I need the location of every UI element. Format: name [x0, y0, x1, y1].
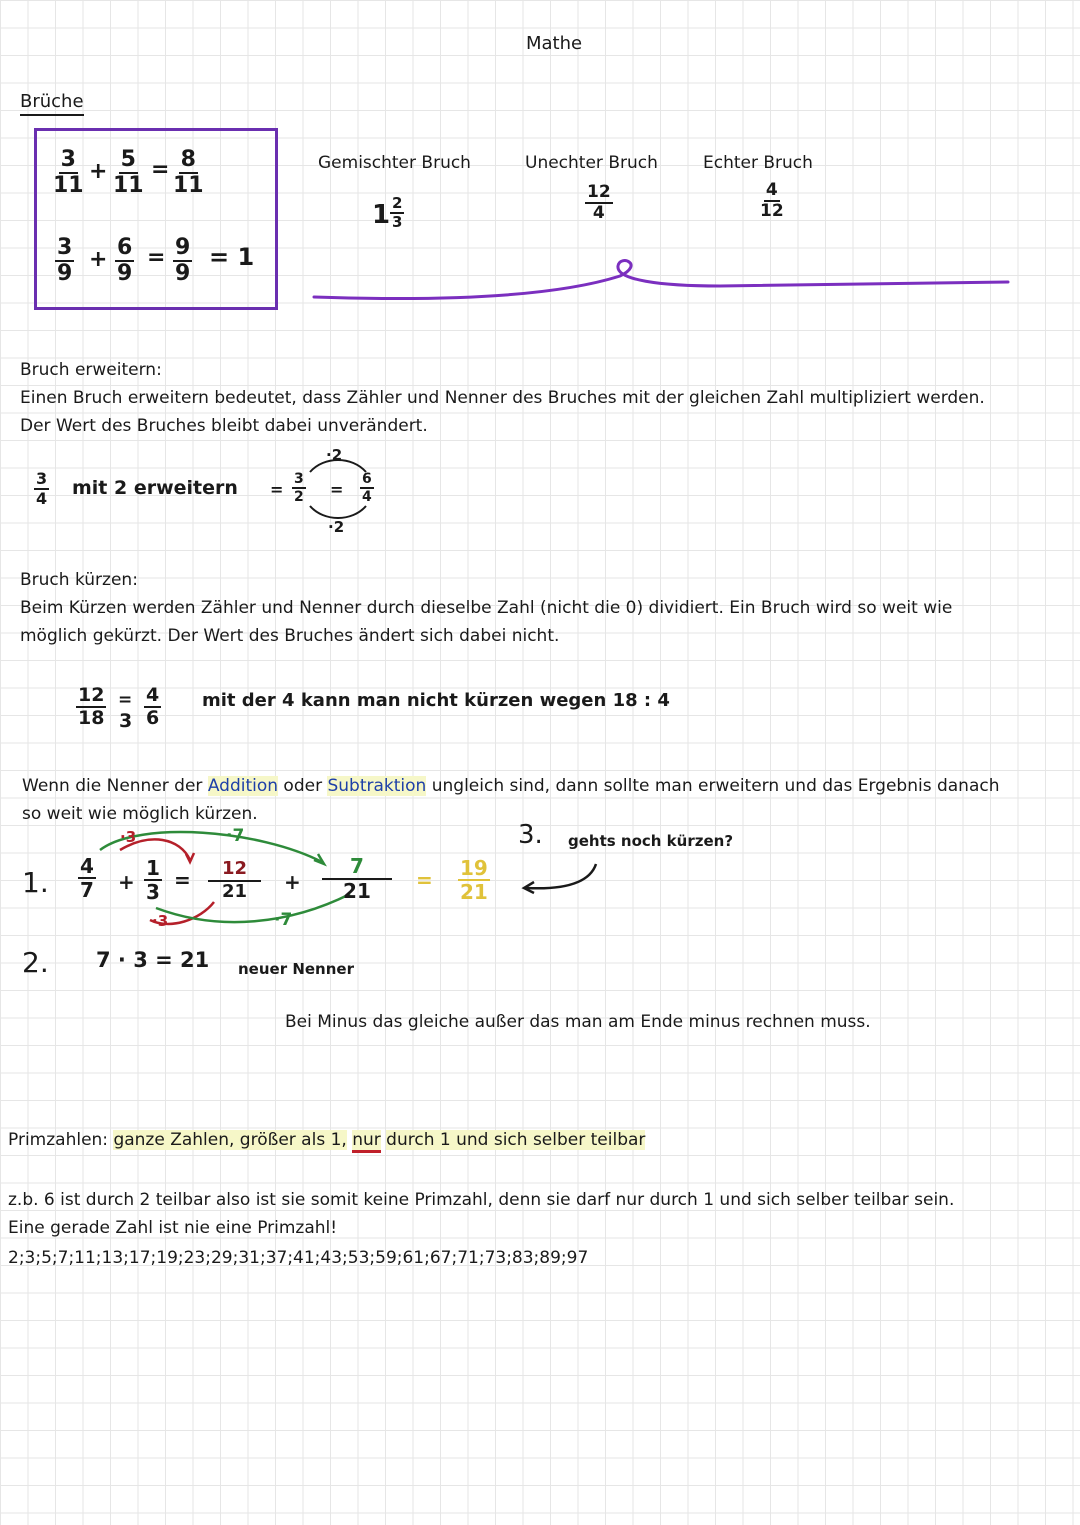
fraction-example-box	[34, 128, 278, 310]
multiplier: ·7	[226, 826, 245, 846]
type-label-proper: Echter Bruch	[703, 153, 813, 173]
step-number-3: 3.	[518, 820, 543, 850]
fraction: $\frac{4}{7}$	[80, 854, 94, 902]
type-label-mixed: Gemischter Bruch	[318, 153, 471, 173]
addition-text-pre: Wenn die Nenner der	[22, 776, 208, 796]
step-number-2: 2.	[22, 946, 49, 979]
primzahlen-label: Primzahlen:	[8, 1130, 109, 1150]
operator: +	[118, 870, 135, 894]
expand-arcs	[288, 456, 388, 526]
multiplier: ·3	[120, 828, 137, 846]
fraction: $\frac{8}{11}$	[173, 147, 204, 198]
fraction: $\frac{6}{9}$	[117, 235, 133, 286]
addition-text-1	[22, 772, 1000, 800]
fraction: $\frac{12}{18}$	[78, 684, 105, 729]
operator: +	[89, 247, 108, 272]
kuerzen-text-2: möglich gekürzt. Der Wert des Bruches ändert sich dabei nicht.	[20, 626, 560, 646]
kuerzen-text-1: Beim Kürzen werden Zähler und Nenner durch dieselbe Zahl (nicht die 0) dividiert. Ein Bruch wird so weit wie	[20, 598, 953, 618]
operator: =	[151, 157, 170, 182]
fraction: $\frac{5}{11}$	[113, 147, 144, 198]
primzahlen-nur: nur	[352, 1130, 381, 1153]
result-fraction: $\frac{19}{21}$	[460, 856, 488, 904]
mixed-fraction-part: $\frac{2}{3}$	[392, 194, 403, 231]
proper-fraction: $\frac{4}{12}$	[760, 180, 784, 221]
fraction: $\frac{4}{6}$	[146, 684, 160, 729]
section-title-kuerzen: Bruch kürzen:	[20, 570, 138, 590]
mixed-fraction-whole: 1	[372, 200, 391, 230]
page-title: Mathe	[526, 33, 583, 54]
operator: =	[270, 480, 284, 499]
multiplier: ·7	[274, 910, 293, 930]
result: = 1	[209, 243, 255, 271]
fraction: $\frac{3}{4}$	[36, 469, 48, 508]
kuerzen-mid-value: 3	[119, 710, 133, 732]
erweitern-text-1: Einen Bruch erweitern bedeutet, dass Zähler und Nenner des Bruches mit der gleichen Zahl multipliziert werden.	[20, 388, 985, 408]
kuerzen-note: mit der 4 kann man nicht kürzen wegen 18 : 4	[202, 690, 670, 711]
fraction: $\frac{6}{4}$	[362, 471, 372, 505]
type-label-improper: Unechter Bruch	[525, 153, 658, 173]
improper-fraction: $\frac{12}{4}$	[587, 182, 611, 223]
operator: +	[284, 870, 301, 894]
step3-note: gehts noch kürzen?	[568, 832, 734, 850]
erweitern-text-2: Der Wert des Bruches bleibt dabei unverändert.	[20, 416, 428, 436]
decorative-underline	[300, 240, 1020, 310]
addition-text-post: ungleich sind, dann sollte man erweitern und das Ergebnis danach	[426, 776, 1000, 796]
fraction: $\frac{1}{3}$	[146, 856, 160, 904]
operator: =	[330, 480, 344, 499]
operator: =	[174, 868, 191, 892]
addition-text-oder: oder	[278, 776, 328, 796]
step-number-1: 1.	[22, 866, 49, 899]
multiplier: ·3	[152, 912, 169, 930]
fraction: $\frac{9}{9}$	[175, 235, 191, 286]
multiplier-top: ·2	[326, 446, 343, 464]
fraction: $\frac{12}{21}$	[208, 860, 261, 901]
operator: =	[416, 868, 433, 892]
section-heading-brueche: Brüche	[20, 90, 84, 116]
fraction: $\frac{3}{2}$	[294, 471, 304, 505]
fraction: $\frac{7}{21}$	[322, 856, 392, 901]
primzahlen-part1: ganze Zahlen, größer als 1,	[113, 1130, 347, 1150]
addition-text-2: so weit wie möglich kürzen.	[22, 804, 258, 824]
step3-arrow	[516, 860, 606, 900]
multiplier-bottom: ·2	[328, 518, 345, 536]
word-addition: Addition	[207, 776, 279, 796]
section-title-erweitern: Bruch erweitern:	[20, 360, 162, 380]
primzahlen-list: 2;3;5;7;11;13;17;19;23;29;31;37;41;43;53;59;61;67;71;73;83;89;97	[8, 1248, 589, 1268]
erweitern-label: mit 2 erweitern	[72, 477, 238, 499]
step2-note: neuer Nenner	[238, 960, 354, 978]
operator: =	[147, 245, 166, 270]
primzahlen-definition	[8, 1126, 645, 1154]
operator: =	[118, 690, 133, 710]
fraction: $\frac{3}{11}$	[53, 147, 84, 198]
primzahlen-example: z.b. 6 ist durch 2 teilbar also ist sie somit keine Primzahl, denn sie darf nur durch 1 und sich selber teilbar sein.	[8, 1190, 955, 1210]
operator: +	[89, 159, 108, 184]
step2-calculation: 7 · 3 = 21	[96, 948, 210, 972]
primzahlen-rule: Eine gerade Zahl ist nie eine Primzahl!	[8, 1218, 338, 1238]
fraction: $\frac{3}{9}$	[57, 235, 73, 286]
minus-note: Bei Minus das gleiche außer das man am Ende minus rechnen muss.	[285, 1012, 871, 1032]
word-subtraktion: Subtraktion	[327, 776, 427, 796]
primzahlen-part2: durch 1 und sich selber teilbar	[386, 1130, 646, 1150]
